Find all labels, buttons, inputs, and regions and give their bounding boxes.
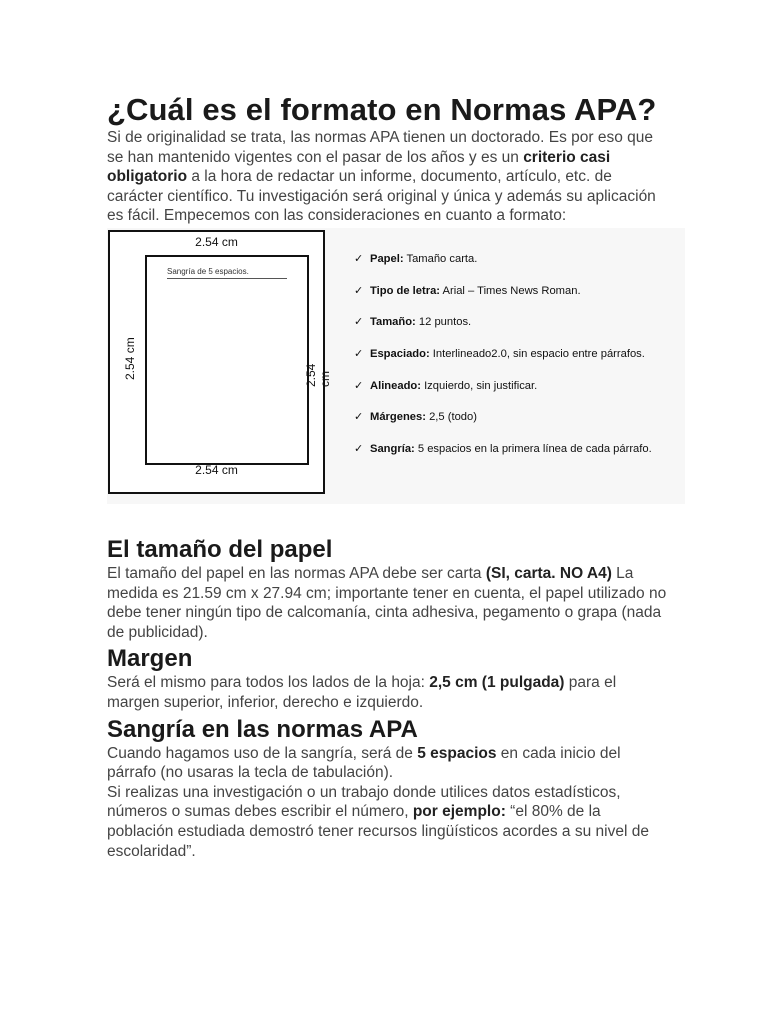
checklist-item	[354, 442, 652, 474]
indent-bold: 5 espacios	[417, 744, 497, 762]
check-icon: ✓	[354, 443, 364, 456]
statistics-text: Si realizas una investigación o un trabajo donde utilices datos estadísticos, números o sumas debes escribir el número,	[107, 783, 621, 821]
top-margin-label: 2.54 cm	[195, 234, 238, 249]
indent-text-end: en cada inicio del párrafo (no usaras la tecla de tabulación).	[107, 744, 621, 782]
indent-note: Sangría de 5 espacios.	[167, 266, 249, 276]
indent-text: Cuando hagamos uso de la sangría, será de	[107, 744, 418, 762]
paper-size-paragraph	[107, 564, 667, 642]
margin-heading: Margen	[107, 645, 193, 673]
text-area-box	[145, 255, 309, 465]
checklist-text: 5 espacios en la primera línea de cada párrafo.	[414, 443, 652, 456]
checklist-item	[354, 410, 652, 442]
check-icon: ✓	[354, 379, 364, 392]
paper-bold: (SI, carta. NO A4)	[485, 564, 612, 582]
check-icon: ✓	[354, 316, 364, 329]
page-diagram	[108, 230, 332, 494]
left-margin-label: 2.54 cm	[123, 337, 137, 380]
intro-bold: criterio casi obligatorio	[107, 148, 611, 186]
margin-text: Será el mismo para todos los lados de la hoja:	[107, 674, 430, 692]
checklist-text: Interlineado2.0, sin espacio entre párrafos.	[429, 348, 645, 361]
right-margin-label: 2.54 cm	[304, 363, 332, 387]
checklist-item	[354, 252, 652, 284]
paper-text-end: La medida es 21.59 cm x 27.94 cm; importante tener en cuenta, el papel utilizado no debe tener ningún tipo de calcomanía, cinta adhesiva, pegamento o grapa (nada de publicidad).	[107, 564, 667, 641]
checklist-item	[354, 347, 652, 379]
checklist-label: Tipo de letra:	[370, 284, 441, 297]
checklist-label: Márgenes:	[370, 411, 426, 424]
checklist-text: 2,5 (todo)	[425, 411, 477, 424]
check-icon: ✓	[354, 411, 364, 424]
document-page	[107, 92, 667, 861]
margin-paragraph	[107, 673, 667, 712]
indent-line	[167, 278, 287, 279]
checklist-label: Espaciado:	[370, 348, 430, 361]
margin-bold: 2,5 cm (1 pulgada)	[429, 674, 565, 692]
checklist-label: Sangría:	[370, 443, 415, 456]
paper-text: El tamaño del papel en las normas APA debe ser carta	[107, 564, 486, 582]
paper-size-heading: El tamaño del papel	[107, 535, 333, 563]
statistics-paragraph	[107, 783, 667, 861]
checklist-text: 12 puntos.	[415, 316, 472, 329]
statistics-bold: por ejemplo:	[412, 803, 506, 821]
checklist-item	[354, 315, 652, 347]
page-title: ¿Cuál es el formato en Normas APA?	[107, 92, 657, 127]
checklist-label: Alineado:	[370, 379, 421, 392]
checklist-label: Tamaño:	[370, 316, 416, 329]
bottom-margin-label: 2.54 cm	[195, 462, 238, 477]
format-checklist	[354, 252, 652, 474]
checklist-item	[354, 379, 652, 411]
intro-paragraph	[107, 128, 667, 226]
checklist-label: Papel:	[370, 252, 404, 265]
statistics-text-end: “el 80% de la población estudiada demostró tener recursos lingüísticos acordes a su nivel de escolaridad”.	[107, 803, 649, 860]
apa-format-figure	[107, 228, 685, 504]
indent-heading: Sangría en las normas APA	[107, 715, 418, 743]
check-icon: ✓	[354, 252, 364, 265]
check-icon: ✓	[354, 348, 364, 361]
checklist-text: Tamaño carta.	[403, 252, 478, 265]
checklist-text: Arial – Times News Roman.	[440, 284, 581, 297]
margin-text-end: para el margen superior, inferior, derecho e izquierdo.	[107, 674, 617, 711]
intro-text: Si de originalidad se trata, las normas APA tienen un doctorado. Es por eso que se han mantenido vigentes con el pasar de los años y es un	[107, 129, 653, 166]
check-icon: ✓	[354, 284, 364, 297]
checklist-text: Izquierdo, sin justificar.	[420, 379, 538, 392]
checklist-item	[354, 284, 652, 316]
indent-paragraph	[107, 744, 667, 783]
intro-text-end: a la hora de redactar un informe, documento, artículo, etc. de carácter científico. Tu investigación será original y única y además su aplicación es fácil. Empecemos con las consideraciones en cuanto a formato:	[107, 168, 656, 225]
